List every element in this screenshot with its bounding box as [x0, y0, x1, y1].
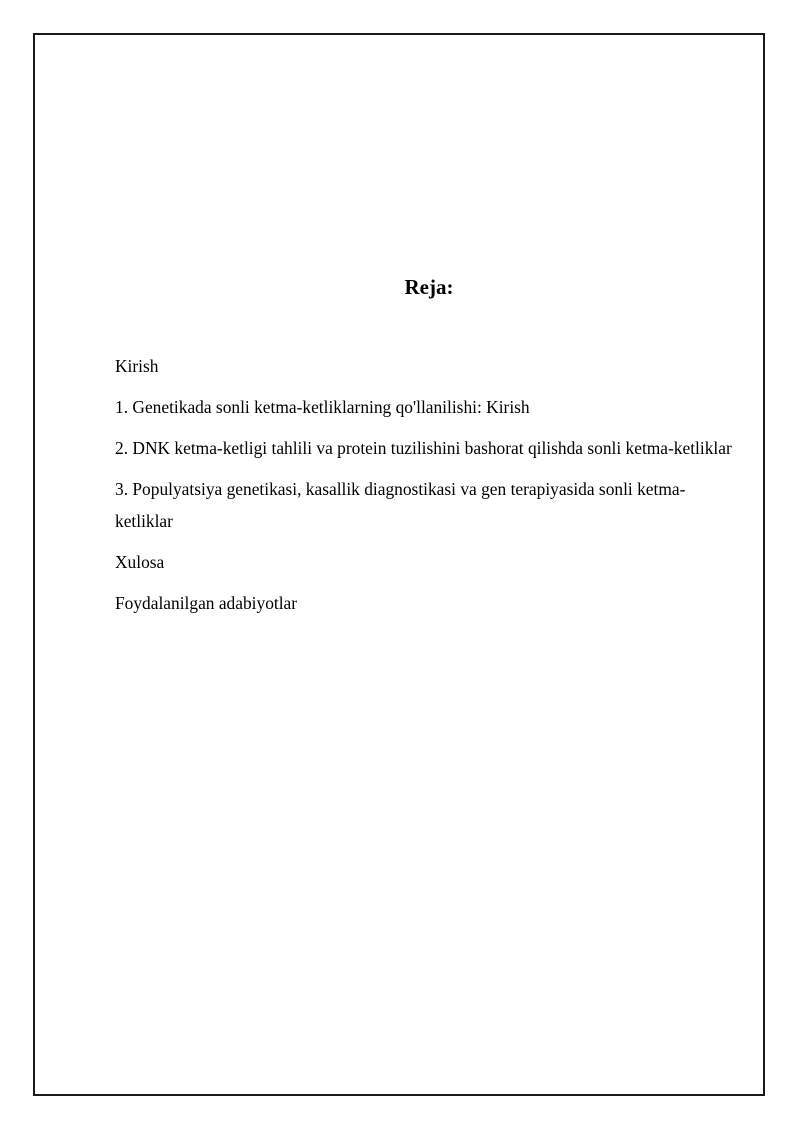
table-of-contents [115, 350, 735, 628]
page-title: Reja: [404, 275, 454, 299]
toc-item-introduction: Kirish [115, 356, 159, 376]
toc-item-3: 3. Populyatsiya genetikasi, kasallik diagnostikasi va gen terapiyasida sonli ketma-ketliklar [115, 479, 686, 531]
toc-item-2: 2. DNK ketma-ketligi tahlili va protein tuzilishini bashorat qilishda sonli ketma-ketliklar [115, 438, 732, 458]
toc-item-1: 1. Genetikada sonli ketma-ketliklarning qo'llanilishi: Kirish [115, 397, 530, 417]
toc-item-references: Foydalanilgan adabiyotlar [115, 593, 298, 613]
toc-item-conclusion: Xulosa [115, 552, 165, 572]
